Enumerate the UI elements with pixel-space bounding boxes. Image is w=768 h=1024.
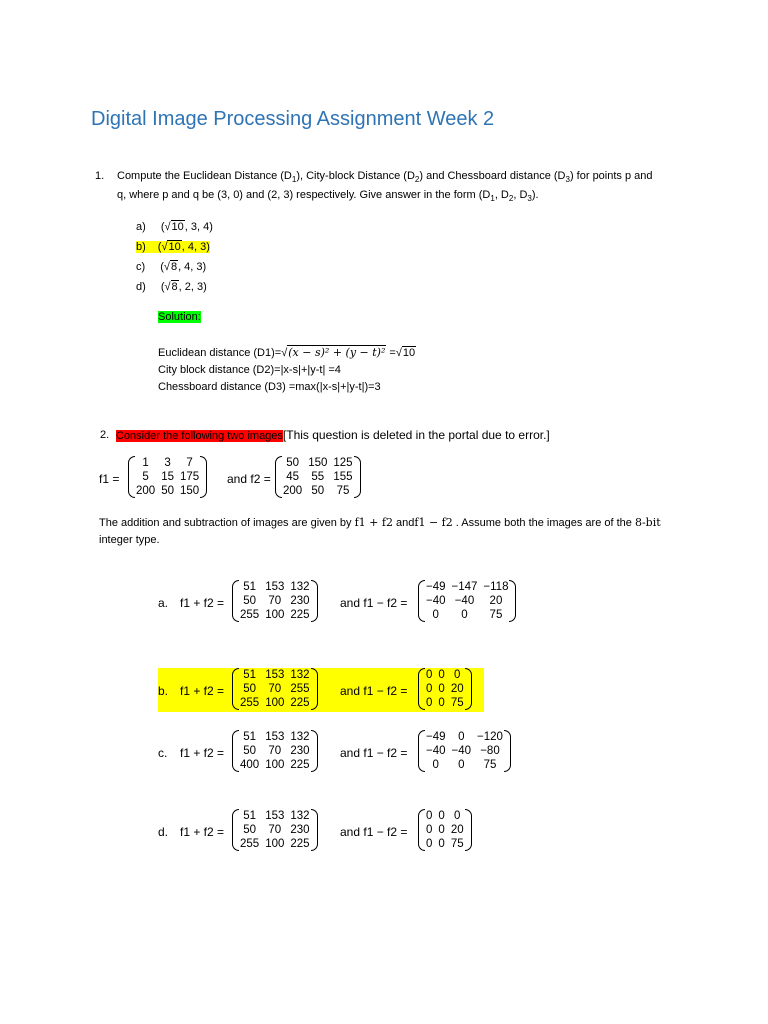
matrix-cell: 0 [454, 810, 461, 822]
left-paren [418, 580, 425, 622]
matrix-cell: 0 [432, 759, 439, 771]
right-paren [311, 809, 318, 851]
q2-description-line2: integer type. [99, 534, 160, 546]
matrix-cell: 45 [286, 471, 299, 483]
matrix-cell: 255 [290, 683, 310, 695]
option-label: b. [158, 684, 169, 698]
matrix-cell: 200 [283, 485, 303, 497]
matrix-cell: 225 [290, 697, 310, 709]
matrix-cell: 155 [333, 471, 353, 483]
matrix-cell: −40 [451, 745, 472, 757]
matrix-cell: 15 [161, 471, 174, 483]
matrix-cell: 0 [458, 759, 465, 771]
option-label: a. [158, 596, 169, 610]
page-title: Digital Image Processing Assignment Week 2 [91, 108, 495, 130]
matrix-cell: −49 [426, 581, 446, 593]
matrix-cell: 55 [311, 471, 325, 483]
euclidean-line: Euclidean distance (D1)=√(x − s)² + (y − t)² =√10 [158, 346, 416, 359]
matrix-cell: 100 [265, 697, 285, 709]
matrix-cell: 75 [336, 485, 350, 497]
matrix-cell: 225 [290, 838, 310, 850]
matrix-cell: 132 [290, 581, 310, 593]
matrix-cell: 75 [450, 838, 464, 850]
f2-matrix [275, 456, 361, 498]
matrix-cell: 0 [438, 824, 445, 836]
left-paren [232, 668, 239, 710]
diff-label: and f1 − f2 = [340, 684, 408, 698]
diff-label: and f1 − f2 = [340, 825, 408, 839]
matrix-cell: 20 [489, 595, 503, 607]
matrix-cell: 100 [265, 838, 285, 850]
f1-label: f1 = [99, 472, 120, 486]
matrix-cell: 70 [268, 745, 282, 757]
f2-label: and f2 = [227, 472, 271, 486]
sum-label: f1 + f2 = [180, 596, 225, 610]
matrix-cell: −40 [426, 595, 446, 607]
matrix-cell: 0 [432, 609, 439, 621]
f1-matrix [128, 456, 207, 498]
matrix-cell: 50 [243, 745, 256, 757]
right-paren [311, 580, 318, 622]
matrix-cell: 50 [243, 595, 256, 607]
matrix-cell: 225 [290, 609, 310, 621]
matrix-cell: 132 [290, 810, 310, 822]
matrix-cell: 0 [438, 697, 445, 709]
right-paren [504, 730, 511, 772]
matrix-cell: −118 [483, 581, 509, 593]
matrix-cell: −40 [454, 595, 475, 607]
solution-label: Solution: [158, 311, 201, 323]
option-label: d. [158, 825, 169, 839]
chessboard-line: Chessboard distance (D3) =max(|x-s|+|y-t|)=3 [158, 381, 381, 393]
matrix-cell: 0 [426, 824, 433, 836]
q1-option-a[interactable]: a) (√10, 3, 4) [136, 221, 213, 233]
left-paren [418, 809, 425, 851]
matrix-cell: 0 [438, 810, 445, 822]
matrix-cell: 50 [311, 485, 325, 497]
q1-option-d[interactable]: d) (√8, 2, 3) [136, 281, 207, 293]
matrix-cell: 0 [438, 838, 445, 850]
sum-label: f1 + f2 = [180, 825, 225, 839]
matrix-cell: −80 [480, 745, 500, 757]
sum-label: f1 + f2 = [180, 684, 225, 698]
matrix-cell: 200 [136, 485, 156, 497]
matrix-cell: 51 [243, 731, 256, 743]
q2-highlighted-text: Consider the following two images [116, 430, 283, 442]
matrix-cell: 153 [265, 810, 285, 822]
matrix-cell: 153 [265, 731, 285, 743]
right-paren [311, 730, 318, 772]
matrix-cell: 51 [243, 581, 256, 593]
q2-number: 2. [100, 429, 110, 441]
matrix-cell: 255 [240, 697, 260, 709]
diff-matrix [418, 730, 511, 772]
left-paren [128, 456, 135, 498]
matrix-cell: 3 [164, 457, 171, 469]
q2-heading [116, 428, 550, 443]
sum-matrix [232, 730, 318, 772]
matrix-cell: 51 [243, 669, 256, 681]
matrix-cell: 70 [268, 595, 282, 607]
right-paren [509, 580, 516, 622]
diff-label: and f1 − f2 = [340, 746, 408, 760]
matrix-cell: 255 [240, 609, 260, 621]
matrix-cell: 70 [268, 824, 282, 836]
cityblock-line: City block distance (D2)=|x-s|+|y-t| =4 [158, 364, 341, 376]
matrix-cell: 7 [186, 457, 193, 469]
matrix-cell: 132 [290, 731, 310, 743]
matrix-cell: 150 [179, 485, 200, 497]
sum-matrix [232, 809, 318, 851]
matrix-cell: 0 [426, 669, 433, 681]
left-paren [418, 730, 425, 772]
matrix-cell: 70 [268, 683, 282, 695]
matrix-cell: 100 [265, 759, 285, 771]
matrix-cell: 230 [290, 595, 310, 607]
matrix-cell: 0 [426, 697, 433, 709]
right-paren [200, 456, 207, 498]
q1-option-c[interactable]: c) (√8, 4, 3) [136, 261, 207, 273]
matrix-cell: 5 [142, 471, 149, 483]
matrix-cell: 125 [333, 457, 353, 469]
q2-note: [This question is deleted in the portal due to error.] [282, 428, 550, 442]
right-paren [465, 668, 472, 710]
matrix-cell: 75 [489, 609, 503, 621]
matrix-cell: 20 [450, 824, 464, 836]
matrix-cell: 153 [265, 581, 285, 593]
sum-matrix [232, 668, 318, 710]
left-paren [232, 580, 239, 622]
matrix-cell: 0 [438, 669, 445, 681]
matrix-cell: 20 [450, 683, 464, 695]
sum-matrix [232, 580, 318, 622]
q1-text-line2: q, where p and q be (3, 0) and (2, 3) respectively. Give answer in the form ($D_1$, $D_2$, $D_3$). [117, 189, 539, 204]
matrix-cell: 225 [290, 759, 310, 771]
matrix-cell: 0 [426, 683, 433, 695]
right-paren [354, 456, 361, 498]
diff-matrix [418, 809, 472, 851]
matrix-cell: 132 [290, 669, 310, 681]
matrix-cell: 50 [243, 824, 256, 836]
left-paren [232, 730, 239, 772]
q1-number: 1. [95, 170, 105, 182]
option-label: c. [158, 746, 168, 760]
matrix-cell: 230 [290, 824, 310, 836]
left-paren [275, 456, 282, 498]
matrix-cell: 51 [243, 810, 256, 822]
matrix-cell: 150 [308, 457, 328, 469]
q2-description-line1: The addition and subtraction of images are given by f1 + f2 andf1 − f2 . Assume both the images are of the 8-bit [99, 516, 661, 529]
matrix-cell: 230 [290, 745, 310, 757]
matrix-cell: −147 [451, 581, 478, 593]
right-paren [311, 668, 318, 710]
diff-label: and f1 − f2 = [340, 596, 408, 610]
diff-matrix [418, 668, 472, 710]
matrix-cell: 50 [243, 683, 256, 695]
matrix-cell: 50 [286, 457, 299, 469]
right-paren [465, 809, 472, 851]
matrix-cell: 400 [240, 759, 260, 771]
matrix-cell: 100 [265, 609, 285, 621]
matrix-cell: 0 [426, 838, 433, 850]
matrix-cell: −120 [477, 731, 503, 743]
left-paren [232, 809, 239, 851]
matrix-cell: 1 [142, 457, 149, 469]
matrix-cell: 0 [426, 810, 433, 822]
left-paren [418, 668, 425, 710]
matrix-cell: 75 [483, 759, 497, 771]
matrix-cell: 50 [161, 485, 174, 497]
matrix-cell: 0 [438, 683, 445, 695]
diff-matrix [418, 580, 516, 622]
matrix-cell: 0 [458, 731, 465, 743]
matrix-cell: −49 [426, 731, 446, 743]
matrix-cell: 255 [240, 838, 260, 850]
sum-label: f1 + f2 = [180, 746, 225, 760]
matrix-cell: 75 [450, 697, 464, 709]
q1-option-b[interactable]: b) (√10, 4, 3) [136, 241, 210, 253]
q1-text-line1: Compute the Euclidean Distance $(D_1)$, City-block Distance $(D_2)$ and Chessboard distance $(D_3)$ for points p and [117, 170, 653, 185]
matrix-cell: 153 [265, 669, 285, 681]
matrix-cell: 0 [454, 669, 461, 681]
matrix-cell: −40 [426, 745, 446, 757]
matrix-cell: 175 [179, 471, 200, 483]
matrix-cell: 0 [461, 609, 468, 621]
